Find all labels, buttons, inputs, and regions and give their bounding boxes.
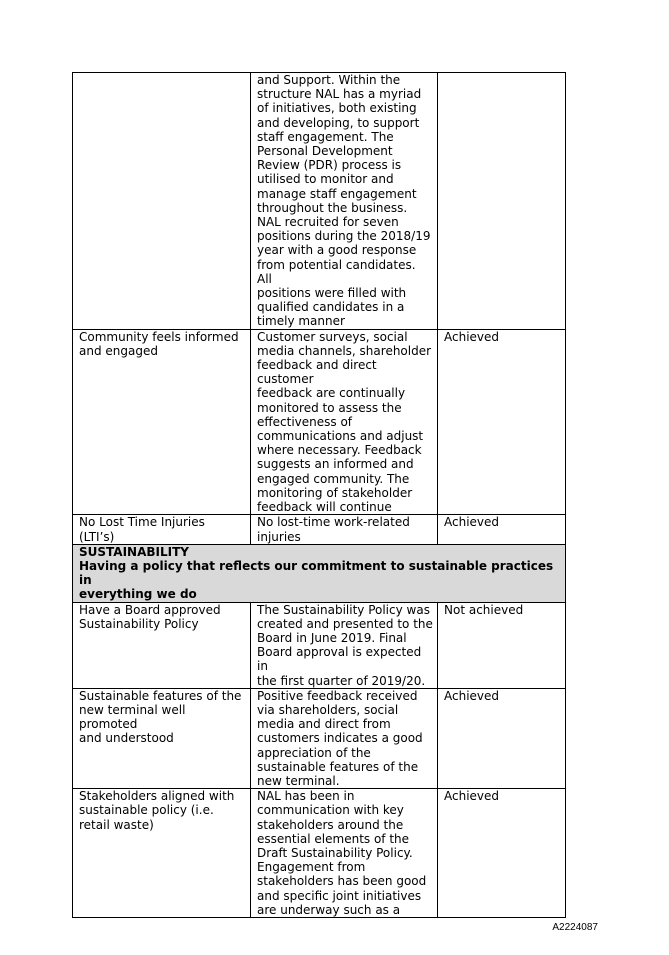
status-cell: Achieved (438, 688, 566, 788)
status-cell: Achieved (438, 515, 566, 544)
result-cell: Positive feedback received via shareholders, social media and direct from customers indicates a good appreciation of the sustainable features of the new terminal. (251, 688, 438, 788)
document-code: A2224087 (552, 922, 598, 933)
table-row (73, 602, 566, 688)
target-cell (73, 73, 251, 330)
target-cell: Sustainable features of the new terminal well promoted and understood (73, 688, 251, 788)
table-row (73, 789, 566, 918)
table-row (73, 688, 566, 788)
target-cell: Stakeholders aligned with sustainable policy (i.e. retail waste) (73, 789, 251, 918)
section-header (73, 544, 566, 602)
performance-table (72, 72, 566, 918)
table-row (73, 73, 566, 330)
status-cell: Not achieved (438, 602, 566, 688)
section-header-row (73, 544, 566, 602)
section-subtitle: Having a policy that reflects our commitment to sustainable practices in everything we do (79, 558, 554, 602)
result-cell: The Sustainability Policy was created and presented to the Board in June 2019. Final Board approval is expected in the first quarter of 2019/20. (251, 602, 438, 688)
status-cell: Achieved (438, 789, 566, 918)
section-title: SUSTAINABILITY (79, 544, 189, 559)
status-cell: Achieved (438, 329, 566, 515)
table-row (73, 329, 566, 515)
result-cell: and Support. Within the structure NAL has a myriad of initiatives, both existing and developing, to support staff engagement. The Personal Development Review (PDR) process is utilised to monitor and manage staff engagement throughout the business. NAL recruited for seven positions during the 2018/19 year with a good response from potential candidates. All positions were filled with qualified candidates in a timely manner (251, 73, 438, 330)
result-cell: No lost-time work-related injuries (251, 515, 438, 544)
table-row (73, 515, 566, 544)
target-cell: Have a Board approved Sustainability Policy (73, 602, 251, 688)
status-cell (438, 73, 566, 330)
target-cell: Community feels informed and engaged (73, 329, 251, 515)
result-cell: Customer surveys, social media channels, shareholder feedback and direct customer feedback are continually monitored to assess the effectiveness of communications and adjust where necessary. Feedback suggests an informed and engaged community. The monitoring of stakeholder feedback will continue (251, 329, 438, 515)
target-cell: No Lost Time Injuries (LTI’s) (73, 515, 251, 544)
result-cell: NAL has been in communication with key stakeholders around the essential elements of the Draft Sustainability Policy. Engagement from stakeholders has been good and specific joint initiatives are underway such as a (251, 789, 438, 918)
